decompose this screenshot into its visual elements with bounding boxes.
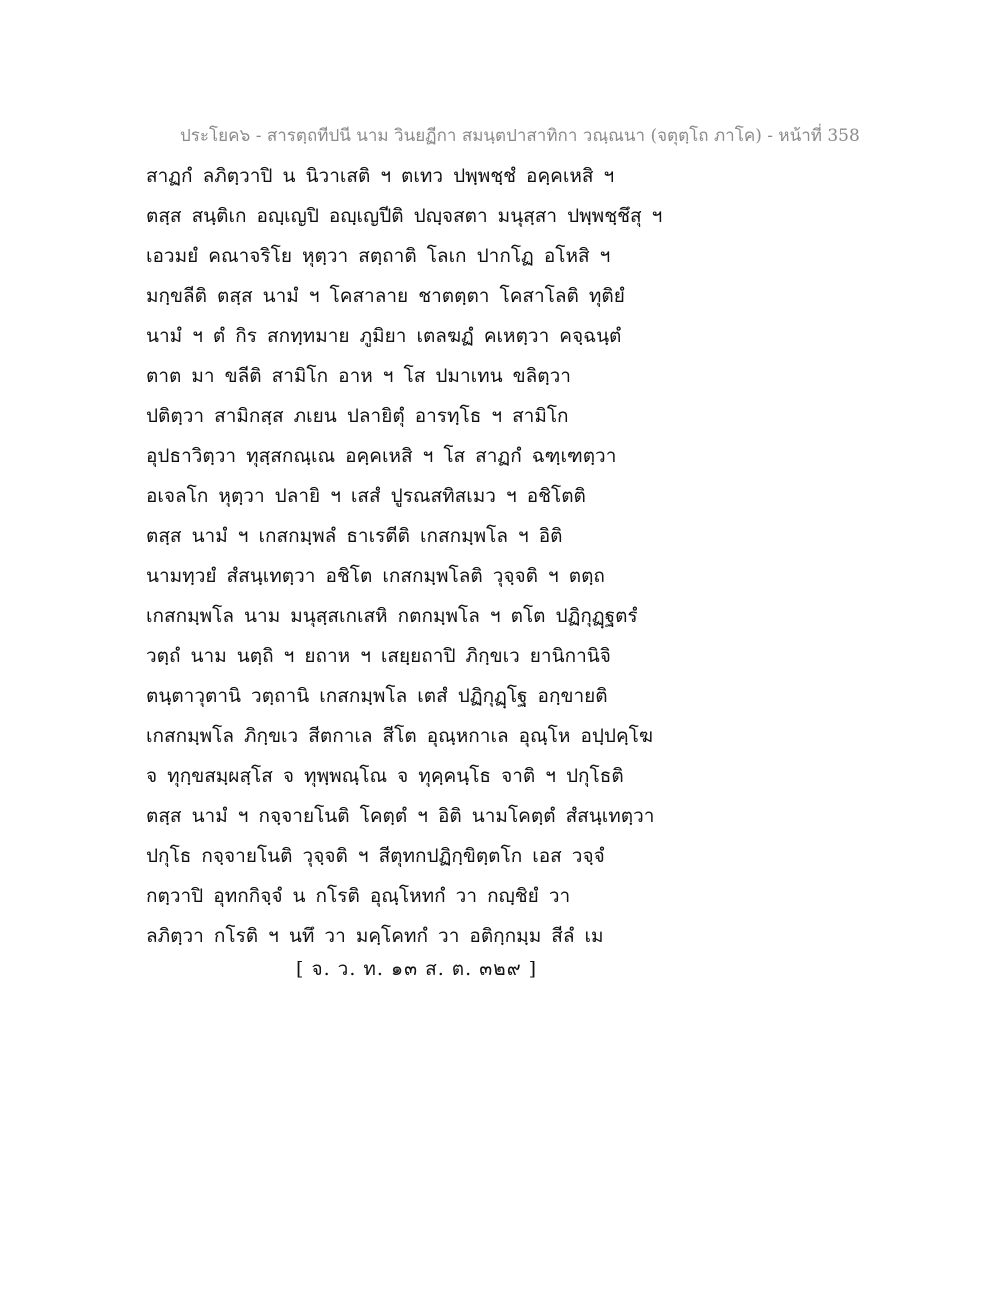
text-line: กตฺวาปิ อุทกกิจฺจํ น กโรติ อุณฺโหทกํ วา กญฺชิยํ วา xyxy=(146,885,571,907)
text-line: จ ทุกฺขสมฺผสฺโส จ ทุพฺพณฺโณ จ ทุคฺคนฺโธ จาติ ฯ ปกุโธติ xyxy=(146,765,624,787)
text-line: ปติตฺวา สามิกสฺส ภเยน ปลายิตุํ อารทฺโธ ฯ สามิโก xyxy=(146,405,569,427)
body-text xyxy=(146,156,866,956)
text-line: นามทฺวยํ สํสนฺเทตฺวา อชิโต เกสกมฺพโลติ วุจฺจติ ฯ ตตฺถ xyxy=(146,565,605,587)
text-line: สาฏกํ ลภิตฺวาปิ น นิวาเสติ ฯ ตเทว ปพฺพชฺชํ อคฺคเหสิ ฯ xyxy=(146,165,615,187)
text-line: มกฺขลีติ ตสฺส นามํ ฯ โคสาลาย ชาตตฺตา โคสาโลติ ทุติยํ xyxy=(146,285,625,307)
text-line: เกสกมฺพโล นาม มนุสฺสเกเสหิ กตกมฺพโล ฯ ตโต ปฏิกุฏฺฐตรํ xyxy=(146,605,638,627)
text-line: อเจลโก หุตฺวา ปลายิ ฯ เสสํ ปูรณสทิสเมว ฯ อชิโตติ xyxy=(146,485,586,507)
text-line: ปกุโธ กจฺจายโนติ วุจฺจติ ฯ สีตุทกปฏิกฺขิตฺตโก เอส วจฺจํ xyxy=(146,845,605,867)
page-header: ประโยค๖ - สารตฺถทีปนี นาม วินยฏีกา สมนฺตปาสาทิกา วณฺณนา (จตุตฺโถ ภาโค) - หน้าที่ 358 xyxy=(180,126,860,146)
text-line: เกสกมฺพโล ภิกฺขเว สีตกาเล สีโต อุณฺหกาเล อุณฺโห อปฺปคฺโฆ xyxy=(146,725,653,747)
text-line: อุปธาวิตฺวา ทุสฺสกณฺเณ อคฺคเหสิ ฯ โส สาฏกํ ฉฑฺเฑตฺวา xyxy=(146,445,617,467)
text-line: ตสฺส นามํ ฯ กจฺจายโนติ โคตฺตํ ฯ อิติ นามโคตฺตํ สํสนฺเทตฺวา xyxy=(146,805,655,827)
text-line: ตนฺตาวุตานิ วตฺถานิ เกสกมฺพโล เตสํ ปฏิกุฏฺโฐ อกฺขายติ xyxy=(146,685,608,707)
text-line: ตสฺส นามํ ฯ เกสกมฺพลํ ธาเรตีติ เกสกมฺพโล ฯ อิติ xyxy=(146,525,563,547)
text-line: เอวมยํ คณาจริโย หุตฺวา สตฺถาติ โลเก ปากโฏ อโหสิ ฯ xyxy=(146,245,611,267)
text-line: วตฺถํ นาม นตฺถิ ฯ ยถาห ฯ เสยฺยถาปิ ภิกฺขเว ยานิกานิจิ xyxy=(146,645,611,667)
text-line: นามํ ฯ ตํ กิร สกทฺทมาย ภูมิยา เตลฆฏํ คเหตฺวา คจฺฉนฺตํ xyxy=(146,325,622,347)
footnote-reference: [ จ. ว. ท. ๑๓ ส. ต. ๓๒๙ ] xyxy=(296,958,538,980)
text-line: ตาต มา ขลีติ สามิโก อาห ฯ โส ปมาเทน ขลิตฺวา xyxy=(146,365,571,387)
text-line: ลภิตฺวา กโรติ ฯ นทึ วา มคฺโคทกํ วา อติกฺกมฺม สีลํ เม xyxy=(146,925,604,947)
text-line: ตสฺส สนฺติเก อญฺเญปิ อญฺเญปีติ ปญฺจสตา มนุสฺสา ปพฺพชฺชึสุ ฯ xyxy=(146,205,663,227)
